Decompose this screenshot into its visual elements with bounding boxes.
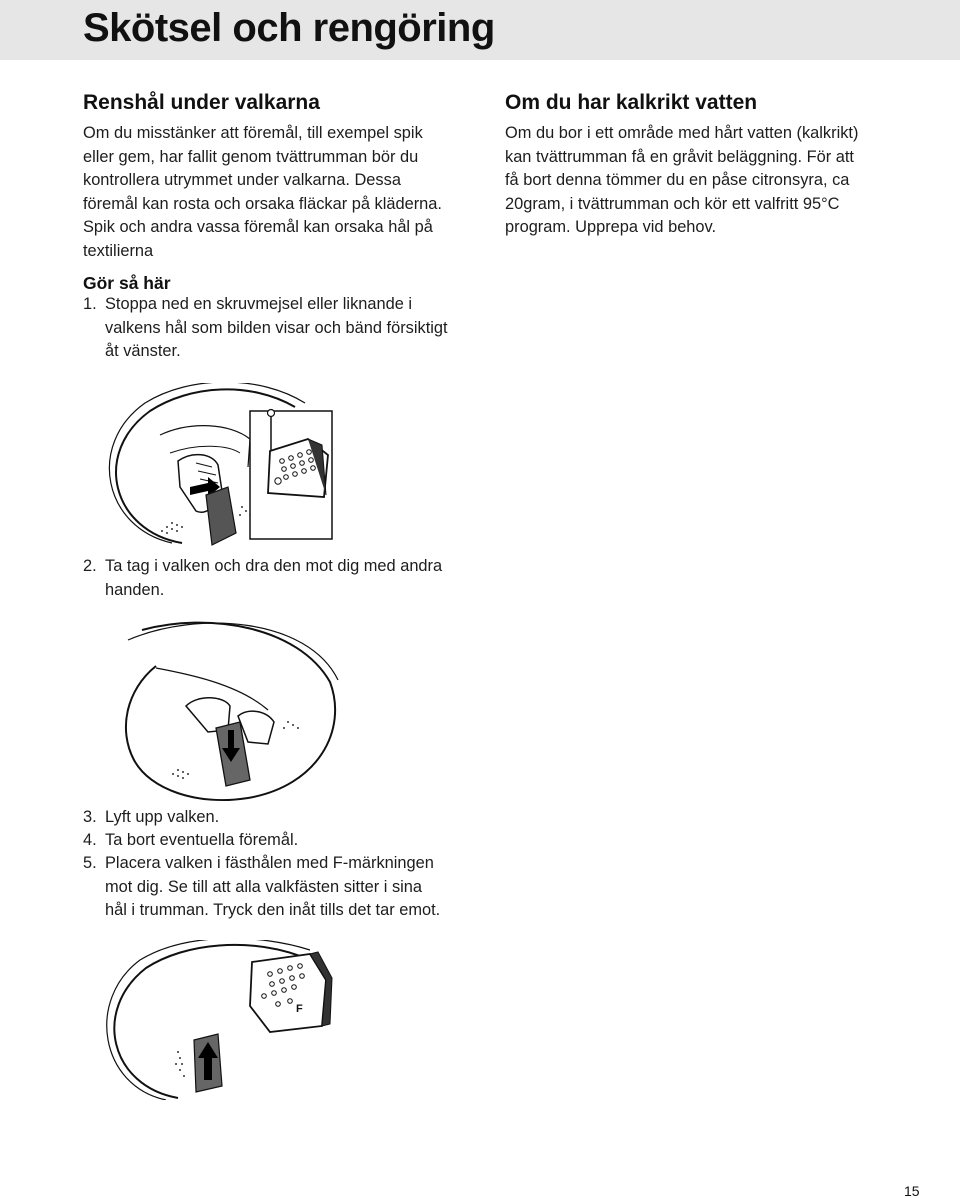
hard-water-line: Om du bor i ett område med hårt vatten (kalkrikt) (505, 124, 859, 142)
step-number: 5. (83, 854, 97, 872)
intro-line: Om du misstänker att föremål, till exempel spik (83, 124, 423, 142)
step-line: Placera valken i fästhålen med F-märkningen (105, 854, 434, 872)
intro-line: föremål kan rosta och orsaka fläckar på kläderna. (83, 194, 442, 213)
page-title: Skötsel och rengöring (83, 6, 495, 50)
page-number: 15 (904, 1183, 920, 1198)
intro-paragraph (83, 122, 442, 263)
step-number: 3. (83, 808, 97, 826)
step-line: mot dig. Se till att alla valkfästen sitter i sina (105, 877, 423, 896)
pull-paddle-illustration-icon (98, 610, 343, 805)
step-line: handen. (105, 580, 165, 599)
intro-line: eller gem, har fallit genom tvättrumman bör du (83, 147, 419, 166)
section-title-hard-water: Om du har kalkrikt vatten (505, 91, 758, 114)
step-number: 4. (83, 831, 97, 849)
step-line: åt vänster. (105, 342, 181, 360)
howto-title: Gör så här (83, 273, 171, 293)
screwdriver-illustration-icon (100, 383, 345, 548)
hard-water-line: program. Upprepa vid behov. (505, 218, 717, 236)
step-line: Stoppa ned en skruvmejsel eller liknande i (105, 295, 413, 313)
f-marking: F (296, 1003, 303, 1015)
step-number: 2. (83, 557, 97, 575)
hard-water-line: kan tvättrumman få en gråvit beläggning. För att (505, 147, 854, 166)
step-line: Lyft upp valken. (105, 808, 220, 826)
step-3 (83, 806, 483, 830)
hard-water-paragraph (505, 122, 858, 240)
hard-water-line: få bort denna tömmer du en påse citronsyra, ca (505, 171, 850, 189)
step-line: Ta tag i valken och dra den mot dig med andra (105, 557, 443, 575)
step-2 (83, 555, 483, 603)
step-5 (83, 852, 483, 924)
step-line: hål i trumman. Tryck den inåt tills det tar emot. (105, 901, 441, 919)
hard-water-line: 20gram, i tvättrumman och kör ett valfritt 95°C (505, 194, 840, 213)
intro-line: Spik och andra vassa föremål kan orsaka hål på (83, 218, 433, 236)
section-title-drain-holes: Renshål under valkarna (83, 91, 320, 114)
step-number: 1. (83, 295, 97, 313)
intro-line: kontrollera utrymmet under valkarna. Dessa (83, 171, 401, 189)
step-line: valkens hål som bilden visar och bänd försiktigt (105, 318, 448, 337)
step-4 (83, 829, 483, 853)
intro-line: textilierna (83, 241, 154, 260)
step-line: Ta bort eventuella föremål. (105, 831, 299, 849)
step-1 (83, 293, 483, 365)
insert-paddle-illustration-icon (100, 940, 345, 1100)
